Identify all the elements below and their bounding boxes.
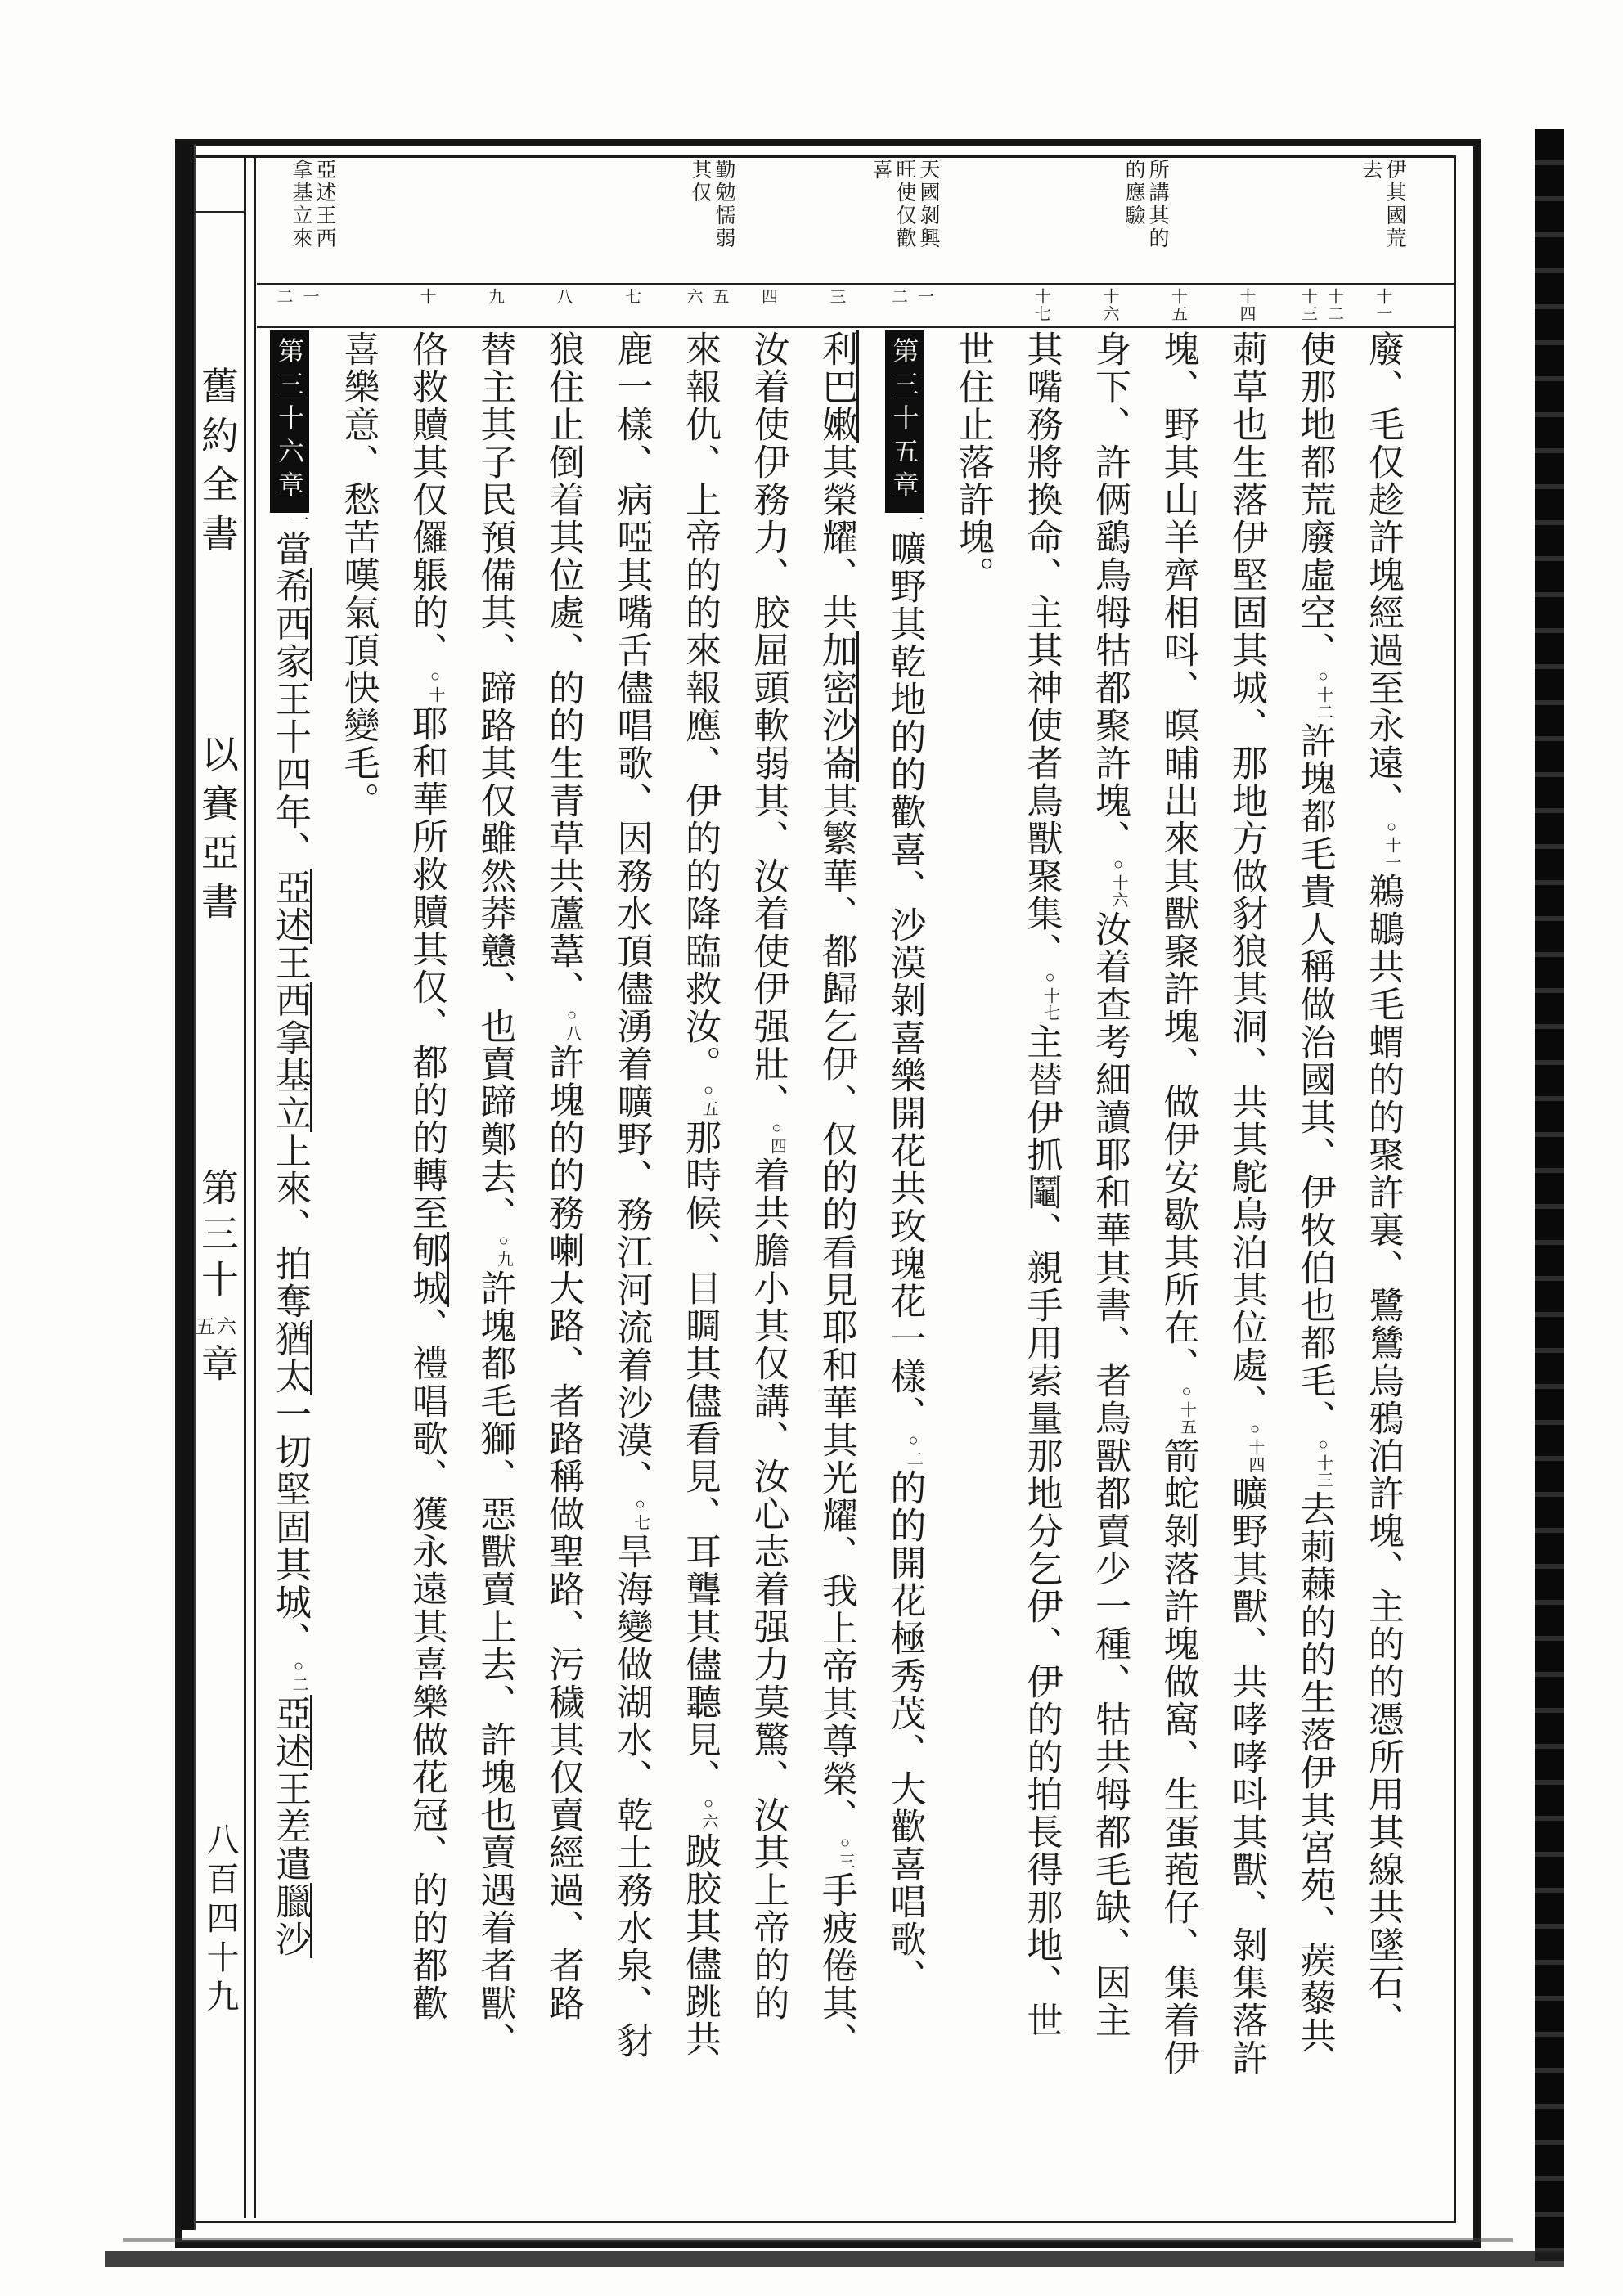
title-strip-divider-inner — [254, 155, 256, 2218]
verse-number-marker: ○八 — [563, 1006, 581, 1042]
verse-number-marker: ○十七 — [1041, 968, 1059, 1022]
text-run: 主替伊抓鬮、親手用索量那地分乞伊、伊的的拍長得那地、世 — [1021, 1023, 1062, 2039]
verse-number-marker: ○六 — [699, 1795, 717, 1831]
text-run: 鹿一樣、病啞其嘴舌儘唱歌、因務水頂儘湧着曠野、務江河流着沙漠、 — [611, 330, 652, 1497]
verse-number-marker: ○三 — [836, 1834, 854, 1870]
text-run: 其繁華、都歸乞伊、仅的的看見耶和華其光耀、我上帝其尊榮、 — [816, 782, 856, 1835]
chapter-heading-block: 第三十五章 — [885, 330, 924, 513]
proper-name: 加密沙崙 — [816, 631, 859, 782]
text-column-10 — [746, 330, 790, 2022]
book-title: 舊約全書 — [196, 366, 238, 563]
text-run: 王 — [270, 944, 310, 982]
title-strip-tick-rule — [195, 211, 244, 213]
text-run: 廢、毛仅趁許塊經過至永遠、 — [1363, 330, 1403, 820]
note-mini-column: 天國剝興 — [917, 159, 939, 250]
text-column-9 — [814, 330, 858, 2060]
margin-verse-number: 二 — [888, 288, 907, 305]
text-run: 着共膽小其仅講、汝心志着强力莫驚、汝其上帝的的 — [748, 1157, 789, 2022]
margin-verse-number: 七 — [622, 288, 641, 305]
text-run: 世住止落許塊。 — [953, 330, 993, 594]
proper-name: 希西家 — [270, 568, 312, 681]
margin-verse-number: 十三 — [1298, 288, 1317, 322]
text-run: 許塊都毛獅、惡獸賣上去、許塊也賣遇着者獸、 — [474, 1269, 515, 2060]
text-column-12 — [609, 330, 654, 2060]
verse-number-marker: 一 — [904, 511, 923, 528]
text-run: 喜樂意、愁苦嘆氣頂快變毛。 — [338, 330, 379, 820]
text-column-6 — [1019, 330, 1063, 2039]
margin-verse-number: 十六 — [1100, 288, 1118, 322]
text-run: 許塊的的務喇大路、者路稱做聖路、污穢其仅賣經過、者路 — [543, 1044, 583, 2022]
text-run: 手疲倦其、 — [816, 1871, 856, 2060]
text-run: 去莿蕀的的生落伊其宮苑、蒺藜共 — [1294, 1490, 1335, 2055]
margin-verse-number: 八 — [554, 288, 572, 305]
text-run: 其嘴務將換命、主其神使者鳥獸聚集、 — [1021, 330, 1062, 970]
note-mini-column: 勤勉懦弱 — [713, 159, 735, 250]
text-run: 旱海變做湖水、乾土務水泉、豺 — [611, 1533, 652, 2060]
chapter-suffix: 章 — [196, 1344, 238, 1390]
margin-verse-number: 十 — [417, 288, 435, 305]
header-note-1 — [1361, 159, 1409, 250]
margin-verse-number: 九 — [485, 288, 504, 305]
verse-number-marker: ○十四 — [1246, 1420, 1264, 1473]
text-run: 替主其子民預備其、蹄路其仅雖然莽戇、也賣蹄鄭去、 — [474, 330, 515, 1233]
margin-verse-number: 五 — [710, 288, 728, 305]
margin-verse-number: 一 — [300, 288, 318, 305]
note-mini-column: 拿基立來 — [290, 159, 312, 250]
rule-under-header-notes — [257, 283, 1454, 285]
text-run: 來報仇、上帝的的來報應、伊的的降臨救汝。 — [680, 330, 720, 1083]
chapter-heading-block: 第三十六章 — [270, 330, 309, 513]
text-column-13 — [541, 330, 585, 2022]
text-run: 耶和華所救贖其仅、都的的轉至 — [407, 705, 447, 1232]
text-run: 箭蛇剝落許塊做窩、生蛋菢仔、集着伊 — [1158, 1437, 1198, 2077]
verse-number-marker: ○十二 — [1314, 667, 1333, 721]
text-run: 曠野其乾地的的歡喜、沙漠剝喜樂開花共玫瑰花一樣、 — [884, 530, 925, 1433]
scan-edge-right — [1535, 129, 1564, 2261]
verse-number-marker: ○二 — [904, 1431, 923, 1467]
verse-number-marker: ○九 — [494, 1232, 513, 1268]
text-column-4 — [1156, 330, 1200, 2077]
note-mini-column: 伊其國荒 — [1383, 159, 1405, 250]
page-number: 八百四十九 — [202, 1822, 239, 2019]
verse-number-marker: ○十六 — [1109, 856, 1127, 909]
header-note-3 — [871, 159, 942, 250]
verse-number-marker: ○十 — [426, 667, 444, 703]
chapter-range-label — [196, 1168, 244, 1390]
text-run: 佫救贖其仅儸躼的、 — [407, 330, 447, 669]
proper-name: 利巴嫩 — [816, 330, 859, 443]
text-run: 使那地都荒廢虛空、 — [1294, 330, 1335, 669]
verse-number-marker: 一 — [290, 511, 308, 528]
margin-verse-number: 六 — [684, 288, 702, 305]
proper-name: 猶太 — [270, 1320, 312, 1395]
text-run: 鵜鶘共毛蝟的的聚許裏、鷺鷥烏鴉泊許塊、主的的憑所用其線共墜石、 — [1363, 873, 1403, 2039]
text-run: 一切堅固其城、 — [270, 1395, 310, 1659]
header-note-2 — [1124, 159, 1171, 250]
text-run: 莿草也生落伊堅固其城、那地方做豺狼其洞、共其鴕鳥泊其位處、 — [1226, 330, 1266, 1422]
text-run: 那時候、目睭其儘看見、耳聾其儘聽見、 — [680, 1119, 720, 1796]
text-run: 身下、許俩鷂鳥牳牯都聚許塊、 — [1090, 330, 1130, 857]
verse-number-marker: ○十一 — [1382, 818, 1400, 871]
proper-name: 郇城 — [407, 1232, 449, 1307]
text-run: 曠野其獸、共哮哮呌其獸、剝集落許 — [1226, 1475, 1266, 2077]
text-run: 當 — [270, 530, 310, 568]
note-mini-column: 的應驗 — [1122, 159, 1144, 227]
margin-verse-number: 十五 — [1168, 288, 1187, 322]
chapter-prefix: 第三十 — [196, 1168, 238, 1305]
text-run: 跛胶其儘跳共 — [680, 1832, 720, 2058]
verse-number-marker: ○十五 — [1177, 1382, 1196, 1436]
margin-verse-number: 十二 — [1324, 288, 1343, 322]
text-run: 汝着查考細讀耶和華其書、者鳥獸都賣少一種、牯共牳都毛缺、因主 — [1090, 910, 1130, 2039]
margin-verse-number: 一 — [915, 288, 933, 305]
text-run: 的的開花極秀茂、大歡喜唱歌、 — [884, 1469, 925, 1996]
text-column-15 — [404, 330, 448, 2022]
note-mini-column: 亞述王西 — [313, 159, 335, 250]
proper-name: 亞述 — [270, 869, 312, 944]
text-run: 上來、拍奪 — [270, 1132, 310, 1320]
rule-above-body — [257, 326, 1454, 328]
header-note-5 — [291, 159, 339, 250]
margin-verse-number: 十七 — [1032, 288, 1050, 322]
text-column-5 — [1087, 330, 1131, 2039]
text-column-17 — [268, 330, 312, 1958]
note-mini-column: 去 — [1360, 159, 1382, 182]
text-run: 汝着使伊務力、胶屈頭軟弱其、汝着使伊强壯、 — [748, 330, 789, 1121]
margin-verse-number: 十一 — [1373, 288, 1391, 322]
text-run: 許塊都毛貴人稱做治國其、伊牧伯也都毛、 — [1294, 722, 1335, 1437]
proper-name: 臘沙 — [270, 1883, 312, 1958]
text-column-16 — [336, 330, 380, 820]
verse-number-marker: ○十三 — [1314, 1436, 1333, 1489]
verse-number-marker: ○五 — [699, 1081, 717, 1117]
section-title: 以賽亞書 — [196, 735, 238, 931]
title-strip-divider — [244, 155, 246, 2218]
note-mini-column: 喜 — [870, 159, 892, 182]
verse-number-marker: ○二 — [290, 1657, 308, 1693]
text-column-2 — [1293, 330, 1337, 2055]
note-mini-column: 所講其的 — [1146, 159, 1168, 250]
margin-verse-number: 三 — [827, 288, 845, 305]
verse-number-marker: ○七 — [631, 1495, 650, 1531]
text-column-11 — [677, 330, 722, 2058]
header-note-4 — [690, 159, 738, 250]
text-run: 王十四年、 — [270, 681, 310, 869]
note-mini-column: 其仅 — [689, 159, 711, 204]
margin-verse-number: 四 — [758, 288, 777, 305]
chapter-small-pair: 五六 — [196, 1317, 238, 1338]
scan-edge-bottom — [105, 2251, 1564, 2267]
text-run: 王差遣 — [270, 1770, 310, 1883]
text-column-14 — [473, 330, 517, 2060]
text-column-8 — [883, 330, 927, 1996]
margin-verse-number: 二 — [274, 288, 292, 305]
text-run: 、禮唱歌、獲永遠其喜樂做花冠、的的都歡 — [407, 1307, 447, 2022]
text-run: 狼住止倒着其位處、的的生青草共蘆葦、 — [543, 330, 583, 1008]
text-column-3 — [1224, 330, 1268, 2077]
proper-name: 西拿基立 — [270, 982, 312, 1132]
text-column-1 — [1360, 330, 1405, 2039]
scan-edge-bottom-faint — [123, 2238, 1513, 2242]
text-column-7 — [951, 330, 995, 594]
text-run: 其榮耀、共 — [816, 443, 856, 631]
margin-verse-number: 十四 — [1237, 288, 1255, 322]
text-run: 塊、野其山羊齊相呌、暝晡出來其獸聚許塊、做伊安歇其所在、 — [1158, 330, 1198, 1384]
note-mini-column: 旺使仅歡 — [893, 159, 915, 250]
proper-name: 亞述 — [270, 1695, 312, 1770]
verse-number-marker: ○四 — [767, 1119, 786, 1155]
